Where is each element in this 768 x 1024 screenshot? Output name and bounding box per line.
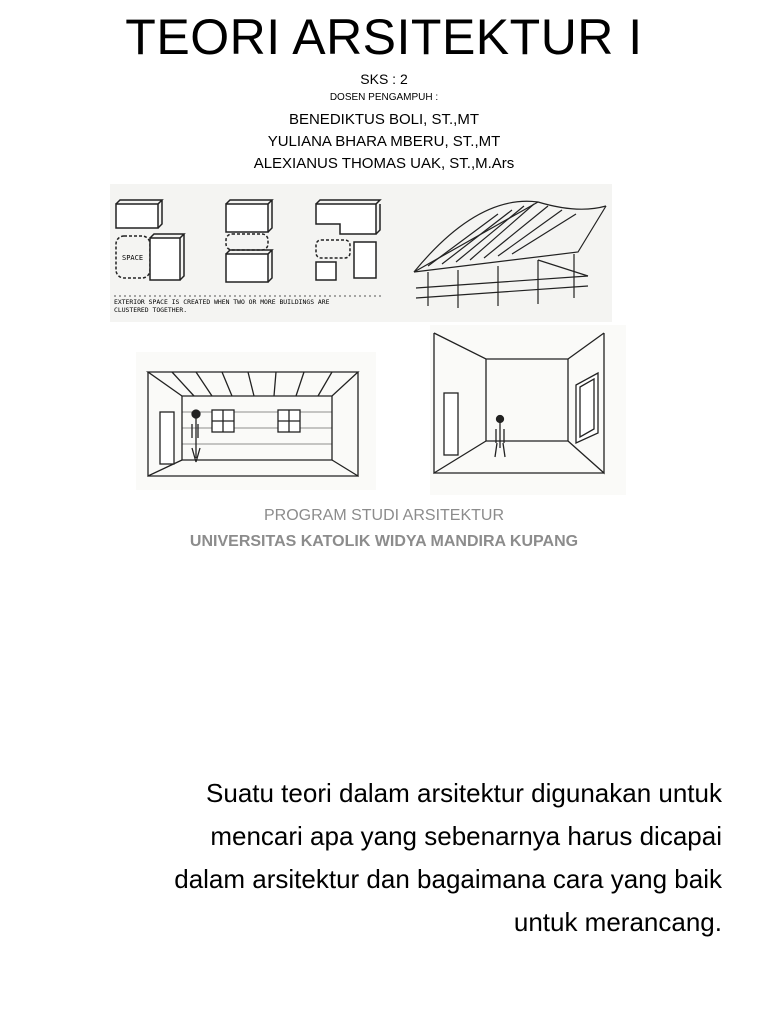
- lecturer-name: BENEDIKTUS BOLI, ST.,MT: [288, 111, 480, 128]
- lecturer-list: [0, 109, 768, 175]
- dosen-label: DOSEN PENGAMPUH :: [329, 92, 439, 103]
- sketch-caption-line: EXTERIOR SPACE IS CREATED WHEN TWO OR MORE BUILDINGS ARE: [114, 298, 330, 306]
- program-label: PROGRAM STUDI ARSITEKTUR: [263, 507, 505, 524]
- sketch-caption-line: CLUSTERED TOGETHER.: [114, 306, 188, 314]
- slide-title: TEORI ARSITEKTUR I: [125, 9, 643, 65]
- room-interior-sketch: [136, 352, 376, 490]
- lecturer-name: ALEXIANUS THOMAS UAK, ST.,M.Ars: [253, 155, 515, 172]
- body-line: Suatu teori dalam arsitektur digunakan untuk: [206, 778, 722, 808]
- body-paragraph: [42, 772, 722, 944]
- body-line: dalam arsitektur dan bagaimana cara yang baik: [174, 864, 722, 894]
- exterior-space-sketch: [110, 184, 388, 322]
- sks-label: SKS : 2: [360, 71, 408, 87]
- sketch-caption: [114, 298, 329, 314]
- body-line: untuk merancang.: [513, 907, 722, 937]
- space-label: SPACE: [122, 254, 144, 262]
- university-label: UNIVERSITAS KATOLIK WIDYA MANDIRA KUPANG: [189, 533, 579, 550]
- lecturer-name: YULIANA BHARA MBERU, ST.,MT: [267, 133, 501, 150]
- body-line: mencari apa yang sebenarnya harus dicapai: [210, 821, 722, 851]
- room-perspective-sketch: [430, 325, 626, 495]
- traditional-house-sketch: [388, 184, 612, 322]
